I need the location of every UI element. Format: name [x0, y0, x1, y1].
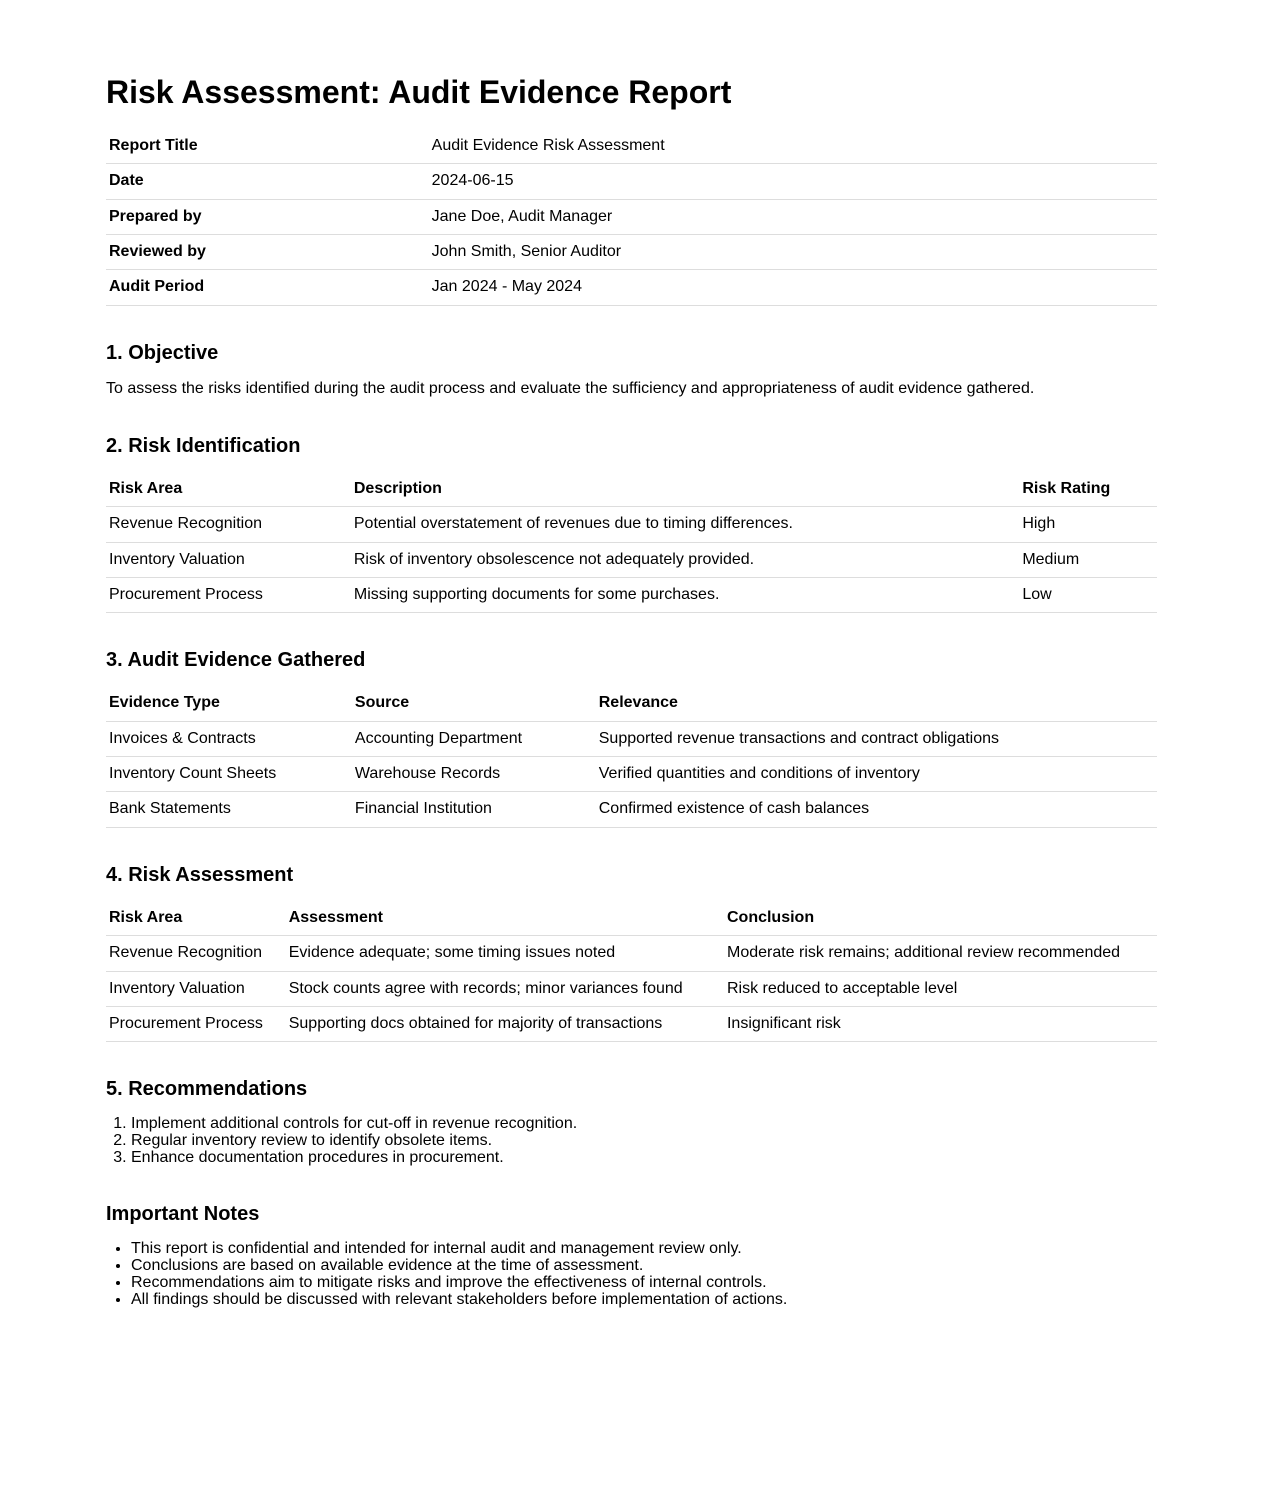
metadata-row — [106, 164, 1157, 199]
section-heading-important-notes: Important Notes — [106, 1203, 260, 1226]
metadata-label: Prepared by — [106, 199, 429, 234]
audit-evidence-table — [106, 686, 1157, 828]
table-row — [106, 971, 1157, 1006]
metadata-label: Audit Period — [106, 270, 429, 305]
cell-risk-area: Inventory Valuation — [106, 971, 286, 1006]
cell-risk-area: Revenue Recognition — [106, 936, 286, 971]
note-item: • This report is confidential and intended for internal audit and management review only. — [131, 1241, 1157, 1258]
cell-description: Risk of inventory obsolescence not adequately provided. — [351, 542, 1019, 577]
cell-conclusion: Insignificant risk — [724, 1007, 1157, 1042]
metadata-value: Audit Evidence Risk Assessment — [429, 129, 1157, 164]
table-row — [106, 721, 1157, 756]
cell-risk-rating: Medium — [1019, 542, 1157, 577]
metadata-row — [106, 270, 1157, 305]
risk-assessment-table — [106, 901, 1157, 1043]
cell-risk-rating: High — [1019, 507, 1157, 542]
cell-source: Financial Institution — [352, 792, 596, 827]
cell-description: Potential overstatement of revenues due to timing differences. — [351, 507, 1019, 542]
risk-identification-table — [106, 472, 1157, 614]
section-heading-objective: 1. Objective — [106, 341, 219, 364]
metadata-label: Date — [106, 164, 429, 199]
metadata-value: Jane Doe, Audit Manager — [429, 199, 1157, 234]
cell-source: Accounting Department — [352, 721, 596, 756]
column-header-evidence-type: Evidence Type — [106, 686, 352, 721]
note-item: • All findings should be discussed with relevant stakeholders before implementation of actions. — [131, 1292, 1157, 1309]
cell-assessment: Evidence adequate; some timing issues noted — [286, 936, 724, 971]
cell-assessment: Supporting docs obtained for majority of transactions — [286, 1007, 724, 1042]
metadata-value: Jan 2024 - May 2024 — [429, 270, 1157, 305]
table-row — [106, 507, 1157, 542]
cell-relevance: Confirmed existence of cash balances — [596, 792, 1157, 827]
cell-risk-area: Inventory Valuation — [106, 542, 351, 577]
note-item: • Conclusions are based on available evidence at the time of assessment. — [131, 1258, 1157, 1275]
section-heading-audit-evidence: 3. Audit Evidence Gathered — [106, 649, 366, 672]
column-header-risk-area: Risk Area — [106, 901, 286, 936]
cell-evidence-type: Bank Statements — [106, 792, 352, 827]
table-header-row — [106, 686, 1157, 721]
cell-conclusion: Moderate risk remains; additional review recommended — [724, 936, 1157, 971]
metadata-value: John Smith, Senior Auditor — [429, 234, 1157, 269]
cell-assessment: Stock counts agree with records; minor variances found — [286, 971, 724, 1006]
column-header-description: Description — [351, 472, 1019, 507]
column-header-assessment: Assessment — [286, 901, 724, 936]
page-title: Risk Assessment: Audit Evidence Report — [106, 74, 732, 110]
column-header-relevance: Relevance — [596, 686, 1157, 721]
cell-evidence-type: Inventory Count Sheets — [106, 757, 352, 792]
important-notes-list — [106, 1241, 1157, 1309]
section-heading-risk-assessment: 4. Risk Assessment — [106, 863, 294, 886]
metadata-label: Report Title — [106, 129, 429, 164]
report-page — [106, 74, 1157, 1309]
table-row — [106, 1007, 1157, 1042]
table-header-row — [106, 472, 1157, 507]
section-heading-risk-identification: 2. Risk Identification — [106, 434, 301, 457]
cell-relevance: Verified quantities and conditions of inventory — [596, 757, 1157, 792]
note-item: • Recommendations aim to mitigate risks and improve the effectiveness of internal controls. — [131, 1275, 1157, 1292]
cell-source: Warehouse Records — [352, 757, 596, 792]
cell-evidence-type: Invoices & Contracts — [106, 721, 352, 756]
table-row — [106, 792, 1157, 827]
table-row — [106, 757, 1157, 792]
cell-risk-area: Revenue Recognition — [106, 507, 351, 542]
cell-relevance: Supported revenue transactions and contract obligations — [596, 721, 1157, 756]
recommendation-item: 3. Enhance documentation procedures in procurement. — [131, 1150, 1157, 1167]
recommendations-list — [106, 1116, 1157, 1167]
cell-description: Missing supporting documents for some purchases. — [351, 577, 1019, 612]
section-heading-recommendations: 5. Recommendations — [106, 1078, 308, 1101]
cell-risk-rating: Low — [1019, 577, 1157, 612]
report-metadata-table — [106, 129, 1157, 306]
metadata-value: 2024-06-15 — [429, 164, 1157, 199]
column-header-conclusion: Conclusion — [724, 901, 1157, 936]
cell-conclusion: Risk reduced to acceptable level — [724, 971, 1157, 1006]
cell-risk-area: Procurement Process — [106, 577, 351, 612]
table-row — [106, 542, 1157, 577]
metadata-row — [106, 199, 1157, 234]
table-row — [106, 577, 1157, 612]
table-header-row — [106, 901, 1157, 936]
metadata-row — [106, 129, 1157, 164]
table-row — [106, 936, 1157, 971]
metadata-label: Reviewed by — [106, 234, 429, 269]
metadata-row — [106, 234, 1157, 269]
recommendation-item: 1. Implement additional controls for cut-off in revenue recognition. — [131, 1116, 1157, 1133]
recommendation-item: 2. Regular inventory review to identify obsolete items. — [131, 1133, 1157, 1150]
cell-risk-area: Procurement Process — [106, 1007, 286, 1042]
objective-text: To assess the risks identified during the audit process and evaluate the sufficiency and appropriateness of audit evidence gathered. — [106, 379, 1035, 397]
column-header-risk-area: Risk Area — [106, 472, 351, 507]
column-header-source: Source — [352, 686, 596, 721]
column-header-risk-rating: Risk Rating — [1019, 472, 1157, 507]
